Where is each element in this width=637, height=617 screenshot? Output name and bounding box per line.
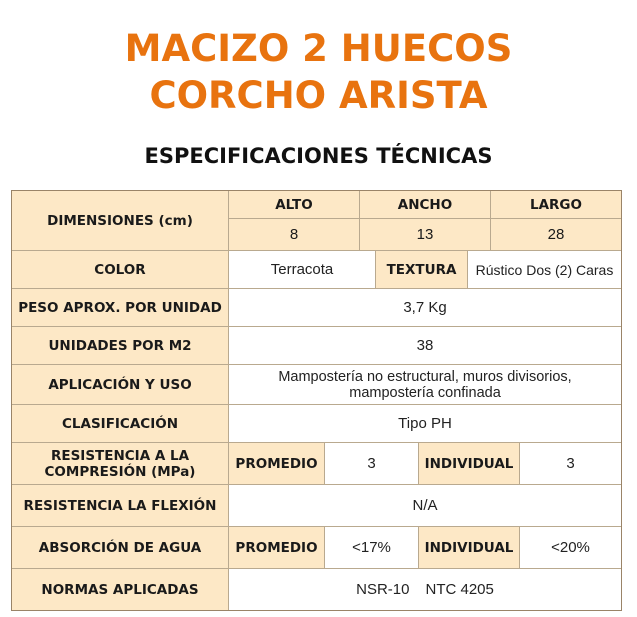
product-title-line1: MACIZO 2 HUECOS [124,27,513,70]
compresion-individual-value: 3 [520,443,621,485]
compresion-individual-label: INDIVIDUAL [419,443,520,485]
norma-ntc: NTC 4205 [425,581,494,598]
aplicacion-label: APLICACIÓN Y USO [12,365,229,405]
unidades-label: UNIDADES POR M2 [12,327,229,365]
absorcion-promedio-value: <17% [325,527,419,569]
ancho-header: ANCHO [360,191,491,219]
dimensiones-label: DIMENSIONES (cm) [12,191,229,251]
color-value: Terracota [229,251,376,289]
alto-value: 8 [229,219,360,251]
compresion-label-line2: COMPRESIÓN (MPa) [44,463,196,480]
aplicacion-value [229,365,621,405]
normas-label: NORMAS APLICADAS [12,569,229,610]
alto-header: ALTO [229,191,360,219]
compresion-label [12,443,229,485]
absorcion-promedio-label: PROMEDIO [229,527,325,569]
compresion-promedio-value: 3 [325,443,419,485]
product-title-line2: CORCHO ARISTA [149,74,488,117]
norma-nsr: NSR-10 [356,581,410,598]
clasificacion-value: Tipo PH [229,405,621,443]
largo-header: LARGO [491,191,621,219]
flexion-label: RESISTENCIA LA FLEXIÓN [12,485,229,527]
specs-table [11,190,622,611]
compresion-label-line1: RESISTENCIA A LA [50,447,190,464]
specs-heading: ESPECIFICACIONES TÉCNICAS [144,144,493,168]
color-label: COLOR [12,251,229,289]
absorcion-label: ABSORCIÓN DE AGUA [12,527,229,569]
largo-value: 28 [491,219,621,251]
peso-label: PESO APROX. POR UNIDAD [12,289,229,327]
ancho-value: 13 [360,219,491,251]
normas-value [229,569,621,610]
textura-value: Rústico Dos (2) Caras [468,251,621,289]
clasificacion-label: CLASIFICACIÓN [12,405,229,443]
aplicacion-value-line2: mampostería confinada [349,384,501,401]
aplicacion-value-line1: Mampostería no estructural, muros divisorios, [278,368,572,385]
textura-label: TEXTURA [376,251,468,289]
unidades-value: 38 [229,327,621,365]
absorcion-individual-label: INDIVIDUAL [419,527,520,569]
peso-value: 3,7 Kg [229,289,621,327]
flexion-value: N/A [229,485,621,527]
absorcion-individual-value: <20% [520,527,621,569]
compresion-promedio-label: PROMEDIO [229,443,325,485]
